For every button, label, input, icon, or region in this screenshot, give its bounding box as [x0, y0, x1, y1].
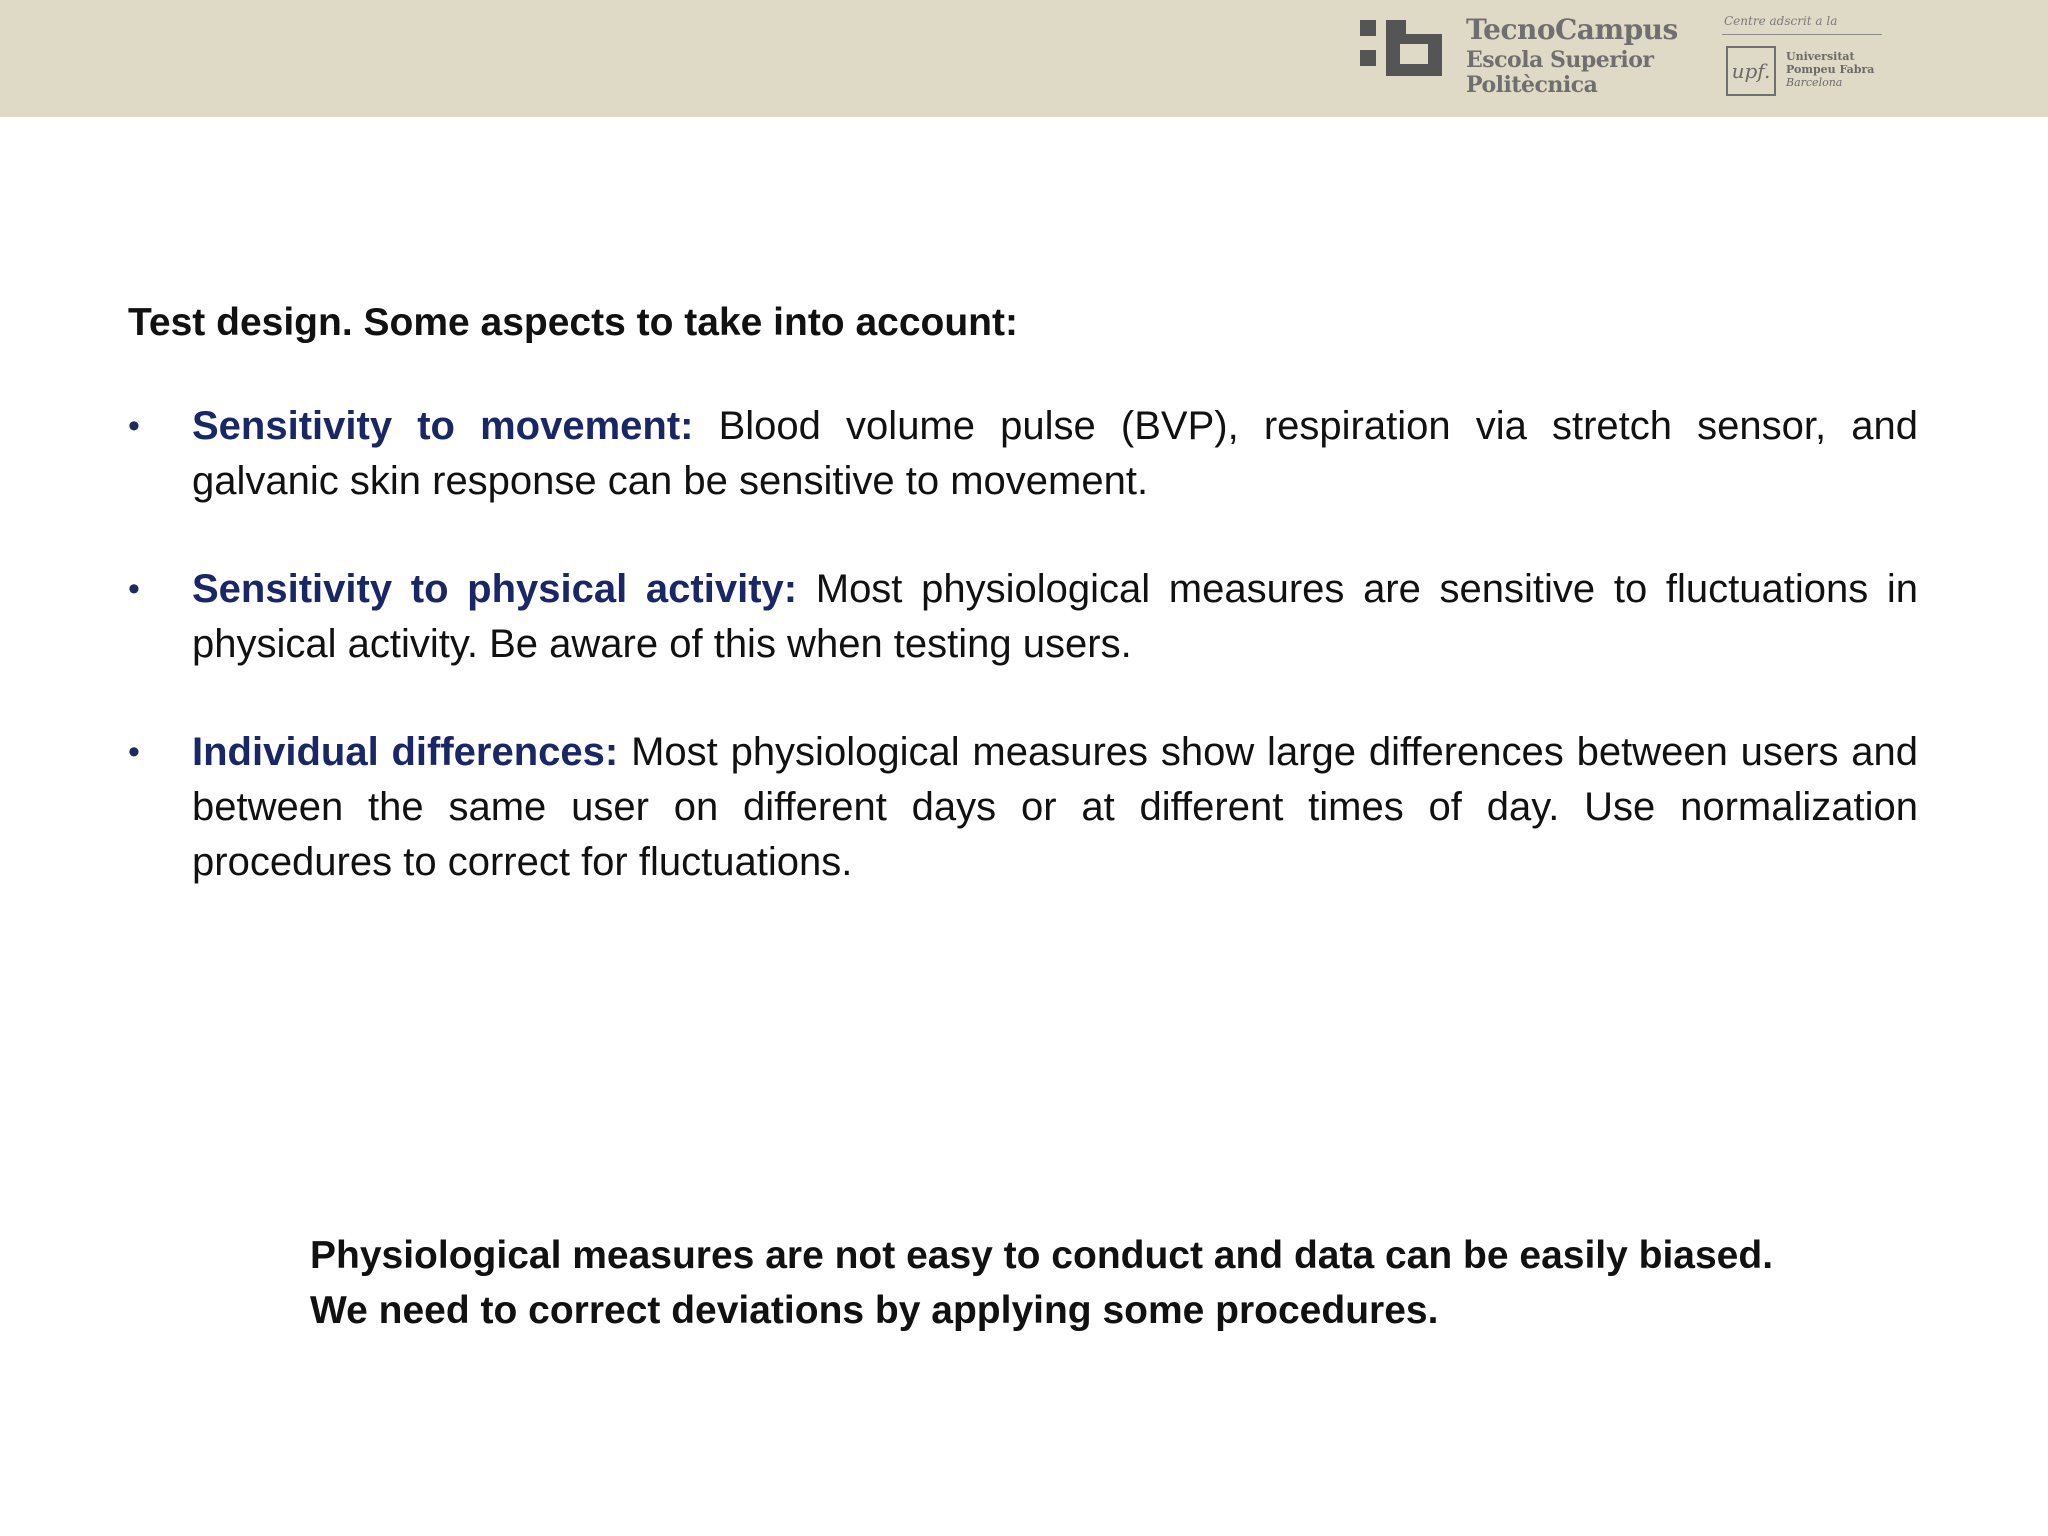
bullet-icon: •	[128, 569, 140, 608]
slide-heading: Test design. Some aspects to take into account:	[128, 301, 1018, 344]
slide-content	[128, 300, 1918, 943]
tecnocampus-subtitle-1: Escola Superior	[1466, 47, 1654, 73]
tecnocampus-name: TecnoCampus	[1466, 13, 1678, 46]
upf-divider	[1722, 34, 1882, 35]
conclusion-line-2: We need to correct deviations by applying some procedures.	[310, 1289, 1439, 1332]
conclusion-text	[310, 1228, 1810, 1338]
bullet-term: Sensitivity to movement:	[192, 403, 694, 448]
bullet-text: Blood volume pulse (BVP), respiration via stretch sensor, and galvanic skin response can be sensitive to movement.	[192, 403, 1918, 503]
bullet-text: Most physiological measures show large differences between users and between the same user on different days or at different times of day. Use normalization procedures to correct for fluctuations.	[192, 729, 1919, 884]
bullet-term: Individual differences:	[192, 729, 619, 774]
bullet-list	[128, 399, 1918, 890]
upf-wordmark	[1786, 50, 1874, 89]
upf-caption: Centre adscrit a la	[1724, 14, 1838, 28]
tecnocampus-subtitle-2: Politècnica	[1466, 72, 1598, 98]
upf-line-3: Barcelona	[1786, 76, 1843, 89]
upf-line-2: Pompeu Fabra	[1786, 63, 1875, 76]
bullet-term: Sensitivity to physical activity:	[192, 566, 798, 611]
bullet-text: Most physiological measures are sensitive to fluctuations in physical activity. Be aware of this when testing users.	[192, 566, 1918, 666]
bullet-item-movement	[128, 399, 1918, 509]
header-band	[0, 0, 2048, 117]
tecnocampus-wordmark	[1466, 13, 1686, 99]
bullet-icon: •	[128, 732, 140, 771]
upf-logo-icon: upf.	[1726, 46, 1776, 96]
bullet-icon: •	[128, 406, 140, 445]
conclusion-line-1: Physiological measures are not easy to conduct and data can be easily biased.	[310, 1234, 1774, 1277]
bullet-item-individual-differences	[128, 725, 1918, 890]
tecnocampus-logo-icon	[1360, 20, 1442, 76]
upf-line-1: Universitat	[1786, 50, 1855, 63]
bullet-item-physical-activity	[128, 562, 1918, 672]
